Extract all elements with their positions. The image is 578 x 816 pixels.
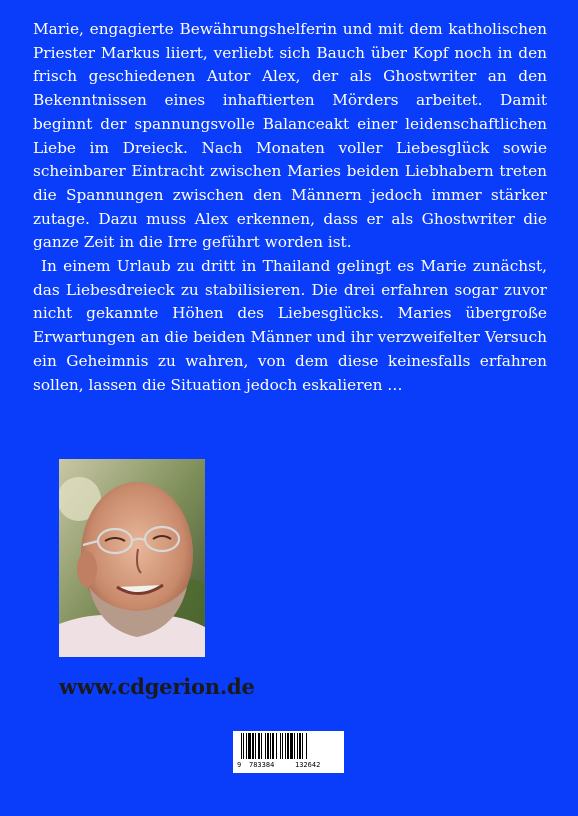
barcode-group-left: 783384 (249, 761, 275, 769)
website-url[interactable]: www.cdgerion.de (59, 674, 255, 699)
barcode-group-right: 132642 (295, 761, 321, 769)
blurb-paragraph-1: Marie, engagierte Bewährungshelferin und mit dem katholischen Priester Markus liiert, verliebt sich Bauch über Kopf noch in den frisch geschiedenen Autor Alex, der als Ghostwriter an den Bekenntnissen eines inhaftierten Mörders arbeitet. Damit beginnt der spannungsvolle Balanceakt einer leidenschaftlichen Liebe im Dreieck. Nach Monaten voller Liebesglück sowie scheinbarer Eintracht zwischen Maries beiden Liebhabern treten die Spannungen zwischen den Männern jedoch immer stärker zutage. Dazu muss Alex erkennen, dass er als Ghostwriter die ganze Zeit in die Irre geführt worden ist. (33, 20, 547, 252)
back-cover-blurb (33, 18, 547, 397)
isbn-barcode (233, 731, 344, 773)
barcode-digit-first: 9 (237, 761, 242, 769)
author-portrait-illustration (59, 459, 205, 657)
blurb-paragraph-2: In einem Urlaub zu dritt in Thailand gelingt es Marie zunächst, das Liebesdreieck zu stabilisieren. Die drei erfahren sogar zuvor nicht gekannte Höhen des Liebesglücks. Maries übergroße Erwartungen an die beiden Männer und ihr verzweifelter Versuch ein Geheimnis zu wahren, von dem diese keinesfalls erfahren sollen, lassen die Situation jedoch eskalieren … (33, 257, 547, 394)
barcode-bars (233, 731, 344, 761)
author-photo (59, 459, 205, 657)
